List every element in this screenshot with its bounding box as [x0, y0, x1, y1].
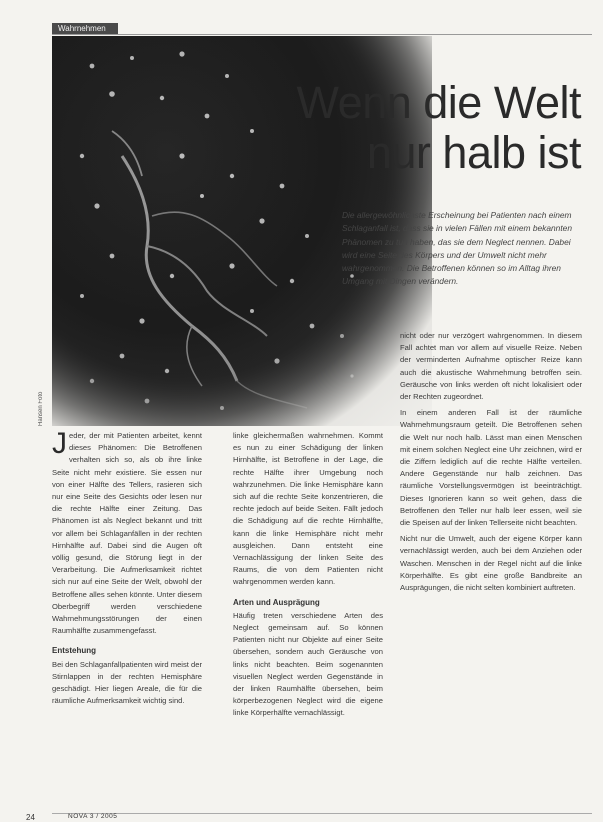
- intro-text: eder, der mit Patienten arbeitet, kennt dieses Phänomen: Die Betroffenen verhalten sich so, als ob ihre linke Seite nicht mehr existiere. Sie essen nur von einer Hälfte des Tellers, rasieren sich nur eine Seite des Gesichts oder lesen nur die rechte Hälfte einer Zeitung. Das Phänomen ist als Neglect bekannt und tritt vor allem bei Schlaganfällen in der rechten Hirnhälfte auf. Dabei sind die Augen oft völlig gesund, die Störung liegt in der Verarbeitung. Die Aufmerksamkeit richtet sich nur auf eine Seite der Welt, obwohl der Betroffene alles sehen könnte. Unter diesem Oberbegriff werden verschiedene Wahrnehmungsstörungen der einen Raumhälfte zusammengefasst.: [52, 431, 202, 636]
- dropcap: J: [52, 427, 67, 460]
- section-tag: Wahrnehmen: [52, 23, 118, 34]
- body-paragraph: nicht oder nur verzögert wahrgenommen. In diesem Fall achtet man vor allem auf visuelle Reize. Neben der verminderten Aufnahme optischer Reize kann auch die akustische Wahrnehmung betroffen sein. Geräusche von links werden oft nicht lokalisiert oder der Rechten zugeordnet.: [400, 331, 582, 402]
- title-line-1: Wenn die Welt: [296, 77, 581, 128]
- body-paragraph: Bei den Schlaganfallpatienten wird meist der Stirnlappen in der rechten Hemisphäre geschädigt. Hier liegen Areale, die für die räumliche Aufmerksamkeit wichtig sind.: [52, 659, 202, 706]
- body-paragraph: Häufig treten verschiedene Arten des Neglect gemeinsam auf. So können Patienten nicht nur Objekte auf einer Seite übersehen, sondern auch Geräusche von links nicht beachten. Beim sogenannten visuellen Neglect werden Gegenstände in der linken Raumhälfte übersehen, beim körperbezogenen Neglect wird die eigene linke Körperhälfte vernachlässigt.: [233, 610, 383, 718]
- top-rule: [52, 34, 592, 35]
- subheading-arten: Arten und Ausprägung: [233, 597, 320, 607]
- text-column-3: [400, 330, 582, 594]
- body-paragraph: In einem anderen Fall ist der räumliche Wahrnehmungsraum geteilt. Die Betroffenen sehen die Welt nur noch halb. Lässt man einen Menschen mit einem solchen Neglect eine Uhr zeichnen, wird er die Ziffern lediglich auf die rechte Hälfte verteilen. Andere Gegenstände nur halb zeichnen. Das räumliche Vorstellungsvermögen ist beeinträchtigt. Dieses Ignorieren kann so weit gehen, dass die Betroffenen den Teller nur halb leer essen, weil sie die Speisen auf der linken Tellerseite nicht beachten.: [400, 408, 582, 528]
- page-number: 24: [26, 813, 35, 822]
- article-lead: Die allergewöhnlichste Erscheinung bei Patienten nach einem Schlaganfall ist, dass sie in vielen Fällen mit einem bekannten Phänomen zu tun haben, das sie dem Neglect nennen. Dabei wird eine Seite des Körpers und der Umwelt nicht mehr wahrgenommen. Die Betroffenen können so im Alltag ihren Umgang mit Dingen verändern.: [342, 210, 572, 287]
- body-paragraph: Nicht nur die Umwelt, auch der eigene Körper kann vernachlässigt werden, auch bei dem Anziehen oder Waschen. Menschen in der Regel nicht auf die linke Körperhälfte. Es gibt eine große Bandbreite an Ausprägungen, die nicht selten kombiniert auftreten.: [400, 534, 582, 593]
- subheading-entstehung: Entstehung: [52, 646, 96, 656]
- body-paragraph: linke gleichermaßen wahrnehmen. Kommt es nun zu einer Schädigung der linken Hirnhälfte, ist Betroffene in der Lage, die rechte Hälfte ihrer Umgebung noch wahrzunehmen. Die linke Hemisphäre kann sich auf die rechte Seite konzentrieren, die rechte jedoch auf beide Seiten. Fällt jedoch die Schädigung auf die rechte Hirnhälfte, kann die linke Hemisphäre nicht mehr ausgleichen. Dann entsteht eine Vernachlässigung der linken Seite des Raums, die von dem Patienten nicht wahrgenommen werden kann.: [233, 431, 383, 587]
- magazine-name: NOVA 3 / 2005: [68, 813, 118, 820]
- footer-rule: [52, 813, 592, 814]
- text-column-2: [233, 430, 383, 720]
- article-title: [297, 78, 581, 178]
- text-column-1: [52, 427, 202, 707]
- title-line-2: nur halb ist: [366, 127, 581, 178]
- intro-paragraph: [52, 427, 202, 637]
- photo-credit: Hansen Foto: [38, 391, 44, 426]
